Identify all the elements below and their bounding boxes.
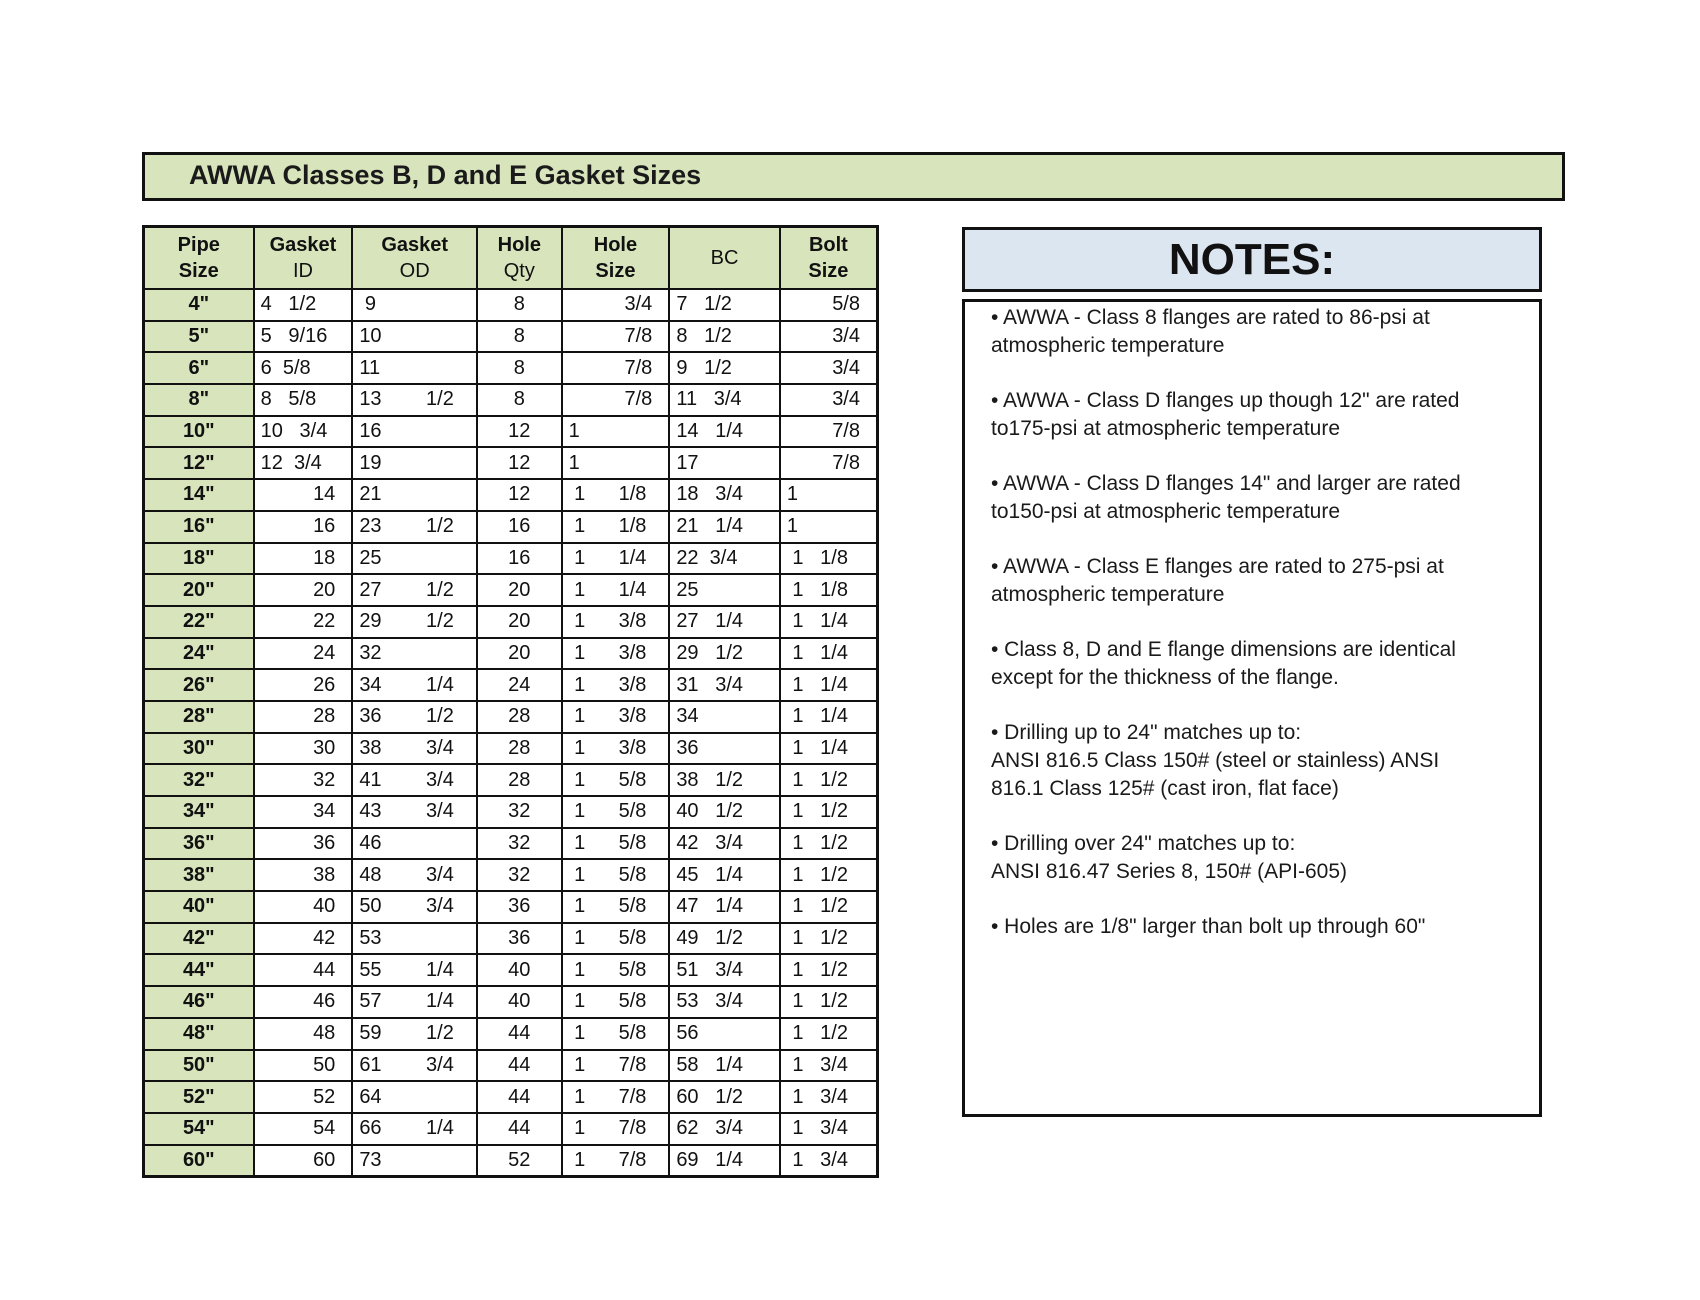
- cell-bolt-size: 1 1/8: [780, 574, 878, 606]
- cell-hole-qty: 20: [477, 574, 562, 606]
- cell-gasket-id: 30: [254, 733, 353, 765]
- cell-bolt-size: 3/4: [780, 384, 878, 416]
- cell-gasket-id: 18: [254, 543, 353, 575]
- cell-gasket-id: 8 5/8: [254, 384, 353, 416]
- cell-gasket-od: 25: [352, 543, 477, 575]
- cell-gasket-id: 14: [254, 479, 353, 511]
- header-bolt-size: Bolt Size: [780, 227, 878, 290]
- cell-gasket-od: 36 1/2: [352, 701, 477, 733]
- cell-bc: 45 1/4: [669, 859, 780, 891]
- cell-hole-size: 1 1/8: [562, 511, 670, 543]
- cell-pipe-size: 26": [144, 669, 254, 701]
- cell-hole-qty: 40: [477, 986, 562, 1018]
- cell-bolt-size: 5/8: [780, 289, 878, 321]
- cell-pipe-size: 8": [144, 384, 254, 416]
- cell-bc: 42 3/4: [669, 828, 780, 860]
- cell-bc: 69 1/4: [669, 1145, 780, 1177]
- cell-hole-size: 1 5/8: [562, 828, 670, 860]
- cell-pipe-size: 28": [144, 701, 254, 733]
- cell-gasket-od: 43 3/4: [352, 796, 477, 828]
- cell-gasket-id: 32: [254, 764, 353, 796]
- cell-gasket-id: 6 5/8: [254, 352, 353, 384]
- cell-bolt-size: 1 3/4: [780, 1050, 878, 1082]
- note-item: • Class 8, D and E flange dimensions are identical except for the thickness of the flange.: [991, 638, 1456, 689]
- notes-header: [962, 227, 1542, 292]
- cell-gasket-id: 10 3/4: [254, 416, 353, 448]
- cell-gasket-id: 52: [254, 1081, 353, 1113]
- cell-gasket-od: 23 1/2: [352, 511, 477, 543]
- cell-bolt-size: 1 1/2: [780, 954, 878, 986]
- cell-gasket-od: 55 1/4: [352, 954, 477, 986]
- cell-gasket-id: 4 1/2: [254, 289, 353, 321]
- cell-hole-qty: 12: [477, 479, 562, 511]
- cell-hole-size: 7/8: [562, 384, 670, 416]
- table-row: [144, 289, 878, 321]
- header-hole-size: Hole Size: [562, 227, 670, 290]
- cell-gasket-id: 28: [254, 701, 353, 733]
- cell-bolt-size: 3/4: [780, 321, 878, 353]
- cell-hole-qty: 44: [477, 1113, 562, 1145]
- table-row: [144, 986, 878, 1018]
- cell-gasket-id: 50: [254, 1050, 353, 1082]
- cell-hole-size: 1 3/8: [562, 638, 670, 670]
- cell-bc: 21 1/4: [669, 511, 780, 543]
- table-row: [144, 1113, 878, 1145]
- page-title: AWWA Classes B, D and E Gasket Sizes: [189, 160, 702, 190]
- cell-hole-size: 1 7/8: [562, 1145, 670, 1177]
- header-pipe-size: Pipe Size: [144, 227, 254, 290]
- table-body: [144, 289, 878, 1177]
- cell-gasket-od: 66 1/4: [352, 1113, 477, 1145]
- table-row: [144, 733, 878, 765]
- cell-bolt-size: 1 1/2: [780, 828, 878, 860]
- cell-gasket-id: 60: [254, 1145, 353, 1177]
- cell-bc: 34: [669, 701, 780, 733]
- notes-list: [965, 304, 1539, 941]
- cell-bolt-size: 1 1/2: [780, 796, 878, 828]
- cell-gasket-id: 36: [254, 828, 353, 860]
- cell-gasket-od: 9: [352, 289, 477, 321]
- table-row: [144, 1081, 878, 1113]
- table-header-row: [144, 227, 878, 290]
- cell-pipe-size: 40": [144, 891, 254, 923]
- cell-pipe-size: 16": [144, 511, 254, 543]
- cell-bolt-size: 1: [780, 511, 878, 543]
- cell-bc: 9 1/2: [669, 352, 780, 384]
- cell-hole-size: 1 5/8: [562, 954, 670, 986]
- cell-hole-size: 7/8: [562, 321, 670, 353]
- cell-bc: 18 3/4: [669, 479, 780, 511]
- cell-gasket-id: 38: [254, 859, 353, 891]
- cell-hole-size: 1: [562, 416, 670, 448]
- cell-pipe-size: 38": [144, 859, 254, 891]
- cell-bolt-size: 1 1/2: [780, 923, 878, 955]
- cell-hole-size: 1 7/8: [562, 1081, 670, 1113]
- table-row: [144, 796, 878, 828]
- cell-hole-size: 7/8: [562, 352, 670, 384]
- cell-hole-qty: 8: [477, 384, 562, 416]
- cell-hole-qty: 32: [477, 859, 562, 891]
- cell-bc: 62 3/4: [669, 1113, 780, 1145]
- header-gasket-id: Gasket ID: [254, 227, 353, 290]
- cell-gasket-id: 54: [254, 1113, 353, 1145]
- table-row: [144, 511, 878, 543]
- cell-pipe-size: 18": [144, 543, 254, 575]
- note-item: • Holes are 1/8" larger than bolt up through 60": [991, 915, 1426, 938]
- cell-bolt-size: 1: [780, 479, 878, 511]
- cell-gasket-od: 64: [352, 1081, 477, 1113]
- table-row: [144, 891, 878, 923]
- table-row: [144, 321, 878, 353]
- title-banner: [142, 152, 1565, 201]
- cell-bolt-size: 1 1/2: [780, 764, 878, 796]
- cell-gasket-id: 12 3/4: [254, 447, 353, 479]
- cell-gasket-od: 53: [352, 923, 477, 955]
- cell-pipe-size: 44": [144, 954, 254, 986]
- cell-pipe-size: 6": [144, 352, 254, 384]
- cell-pipe-size: 50": [144, 1050, 254, 1082]
- cell-bc: 27 1/4: [669, 606, 780, 638]
- cell-hole-size: 1 7/8: [562, 1113, 670, 1145]
- cell-bc: 7 1/2: [669, 289, 780, 321]
- cell-hole-size: 1 3/8: [562, 669, 670, 701]
- cell-hole-qty: 28: [477, 701, 562, 733]
- table-row: [144, 954, 878, 986]
- cell-pipe-size: 30": [144, 733, 254, 765]
- cell-hole-size: 1 5/8: [562, 1018, 670, 1050]
- cell-bolt-size: 7/8: [780, 447, 878, 479]
- cell-gasket-od: 59 1/2: [352, 1018, 477, 1050]
- cell-bc: 51 3/4: [669, 954, 780, 986]
- cell-gasket-id: 46: [254, 986, 353, 1018]
- table-row: [144, 1018, 878, 1050]
- cell-gasket-od: 21: [352, 479, 477, 511]
- cell-bolt-size: 1 1/2: [780, 1018, 878, 1050]
- cell-hole-qty: 28: [477, 764, 562, 796]
- cell-bc: 14 1/4: [669, 416, 780, 448]
- table-row: [144, 384, 878, 416]
- cell-bolt-size: 1 3/4: [780, 1113, 878, 1145]
- cell-pipe-size: 14": [144, 479, 254, 511]
- cell-gasket-id: 40: [254, 891, 353, 923]
- cell-gasket-id: 26: [254, 669, 353, 701]
- cell-gasket-od: 32: [352, 638, 477, 670]
- cell-pipe-size: 4": [144, 289, 254, 321]
- table-row: [144, 606, 878, 638]
- cell-bc: 49 1/2: [669, 923, 780, 955]
- note-item: • AWWA - Class D flanges up though 12" are rated to175-psi at atmospheric temperature: [991, 389, 1460, 440]
- cell-hole-qty: 8: [477, 352, 562, 384]
- table-row: [144, 1050, 878, 1082]
- table-row: [144, 447, 878, 479]
- cell-hole-qty: 44: [477, 1081, 562, 1113]
- cell-gasket-id: 5 9/16: [254, 321, 353, 353]
- cell-hole-size: 1 3/8: [562, 701, 670, 733]
- cell-bolt-size: 7/8: [780, 416, 878, 448]
- cell-gasket-id: 34: [254, 796, 353, 828]
- cell-hole-qty: 16: [477, 511, 562, 543]
- cell-bc: 36: [669, 733, 780, 765]
- cell-gasket-id: 48: [254, 1018, 353, 1050]
- cell-hole-qty: 36: [477, 923, 562, 955]
- table-row: [144, 764, 878, 796]
- table-row: [144, 828, 878, 860]
- cell-pipe-size: 48": [144, 1018, 254, 1050]
- cell-bc: 47 1/4: [669, 891, 780, 923]
- header-hole-qty: Hole Qty: [477, 227, 562, 290]
- table-row: [144, 859, 878, 891]
- cell-pipe-size: 32": [144, 764, 254, 796]
- cell-bolt-size: 1 1/2: [780, 859, 878, 891]
- cell-bolt-size: 1 1/4: [780, 733, 878, 765]
- notes-heading: NOTES:: [1168, 235, 1336, 284]
- cell-pipe-size: 20": [144, 574, 254, 606]
- cell-hole-qty: 24: [477, 669, 562, 701]
- cell-pipe-size: 54": [144, 1113, 254, 1145]
- cell-bc: 56: [669, 1018, 780, 1050]
- cell-bc: 29 1/2: [669, 638, 780, 670]
- header-bc: BC: [669, 227, 780, 290]
- cell-hole-size: 1 7/8: [562, 1050, 670, 1082]
- cell-gasket-od: 48 3/4: [352, 859, 477, 891]
- note-item: • AWWA - Class E flanges are rated to 275-psi at atmospheric temperature: [991, 555, 1444, 606]
- cell-hole-size: 1 5/8: [562, 796, 670, 828]
- cell-hole-qty: 36: [477, 891, 562, 923]
- cell-bolt-size: 1 1/4: [780, 701, 878, 733]
- table-row: [144, 479, 878, 511]
- cell-gasket-id: 42: [254, 923, 353, 955]
- cell-gasket-od: 46: [352, 828, 477, 860]
- cell-hole-size: 1 5/8: [562, 923, 670, 955]
- cell-pipe-size: 22": [144, 606, 254, 638]
- cell-gasket-od: 61 3/4: [352, 1050, 477, 1082]
- cell-bc: 22 3/4: [669, 543, 780, 575]
- cell-pipe-size: 36": [144, 828, 254, 860]
- cell-bolt-size: 1 1/2: [780, 986, 878, 1018]
- cell-pipe-size: 42": [144, 923, 254, 955]
- table-row: [144, 638, 878, 670]
- cell-pipe-size: 52": [144, 1081, 254, 1113]
- cell-gasket-id: 24: [254, 638, 353, 670]
- cell-hole-qty: 12: [477, 447, 562, 479]
- note-item: • Drilling up to 24" matches up to: ANSI 816.5 Class 150# (steel or stainless) ANSI 816.1 Class 125# (cast iron, flat face): [991, 721, 1440, 800]
- note-item: • Drilling over 24" matches up to: ANSI 816.47 Series 8, 150# (API-605): [991, 832, 1348, 883]
- gasket-size-table: [142, 225, 879, 1178]
- cell-gasket-od: 38 3/4: [352, 733, 477, 765]
- cell-hole-size: 1 1/4: [562, 574, 670, 606]
- cell-hole-qty: 8: [477, 321, 562, 353]
- cell-hole-size: 1 1/8: [562, 479, 670, 511]
- cell-gasket-od: 16: [352, 416, 477, 448]
- table-row: [144, 574, 878, 606]
- cell-pipe-size: 34": [144, 796, 254, 828]
- cell-hole-size: 3/4: [562, 289, 670, 321]
- cell-hole-qty: 32: [477, 828, 562, 860]
- cell-bc: 40 1/2: [669, 796, 780, 828]
- table-row: [144, 352, 878, 384]
- cell-gasket-od: 73: [352, 1145, 477, 1177]
- cell-hole-qty: 44: [477, 1050, 562, 1082]
- table-row: [144, 701, 878, 733]
- cell-hole-qty: 12: [477, 416, 562, 448]
- cell-bolt-size: 1 3/4: [780, 1145, 878, 1177]
- notes-panel: [962, 299, 1542, 1117]
- cell-gasket-od: 13 1/2: [352, 384, 477, 416]
- cell-bc: 8 1/2: [669, 321, 780, 353]
- cell-hole-size: 1 5/8: [562, 986, 670, 1018]
- cell-hole-qty: 32: [477, 796, 562, 828]
- table-row: [144, 669, 878, 701]
- cell-gasket-od: 11: [352, 352, 477, 384]
- cell-bc: 31 3/4: [669, 669, 780, 701]
- cell-gasket-od: 27 1/2: [352, 574, 477, 606]
- cell-gasket-od: 50 3/4: [352, 891, 477, 923]
- cell-gasket-od: 19: [352, 447, 477, 479]
- cell-bolt-size: 1 1/4: [780, 606, 878, 638]
- cell-pipe-size: 10": [144, 416, 254, 448]
- cell-hole-qty: 28: [477, 733, 562, 765]
- note-item: • AWWA - Class D flanges 14" and larger are rated to150-psi at atmospheric temperature: [991, 472, 1461, 523]
- cell-bolt-size: 1 1/4: [780, 638, 878, 670]
- table-row: [144, 416, 878, 448]
- cell-gasket-od: 41 3/4: [352, 764, 477, 796]
- cell-pipe-size: 5": [144, 321, 254, 353]
- cell-hole-size: 1 5/8: [562, 891, 670, 923]
- cell-hole-qty: 20: [477, 606, 562, 638]
- cell-gasket-od: 29 1/2: [352, 606, 477, 638]
- cell-hole-size: 1 5/8: [562, 859, 670, 891]
- cell-gasket-od: 57 1/4: [352, 986, 477, 1018]
- cell-gasket-id: 44: [254, 954, 353, 986]
- cell-bc: 53 3/4: [669, 986, 780, 1018]
- cell-gasket-od: 10: [352, 321, 477, 353]
- cell-bc: 58 1/4: [669, 1050, 780, 1082]
- cell-bolt-size: 1 1/2: [780, 891, 878, 923]
- header-gasket-od: Gasket OD: [352, 227, 477, 290]
- cell-gasket-id: 20: [254, 574, 353, 606]
- cell-hole-size: 1 3/8: [562, 733, 670, 765]
- cell-bc: 60 1/2: [669, 1081, 780, 1113]
- cell-bolt-size: 1 3/4: [780, 1081, 878, 1113]
- cell-pipe-size: 46": [144, 986, 254, 1018]
- cell-hole-qty: 8: [477, 289, 562, 321]
- cell-gasket-od: 34 1/4: [352, 669, 477, 701]
- cell-hole-size: 1: [562, 447, 670, 479]
- cell-hole-size: 1 3/8: [562, 606, 670, 638]
- note-item: • AWWA - Class 8 flanges are rated to 86-psi at atmospheric temperature: [991, 306, 1430, 357]
- table-row: [144, 923, 878, 955]
- table-row: [144, 1145, 878, 1177]
- cell-hole-qty: 16: [477, 543, 562, 575]
- cell-bolt-size: 1 1/4: [780, 669, 878, 701]
- cell-bc: 38 1/2: [669, 764, 780, 796]
- cell-hole-qty: 52: [477, 1145, 562, 1177]
- cell-bc: 25: [669, 574, 780, 606]
- cell-hole-qty: 40: [477, 954, 562, 986]
- table-row: [144, 543, 878, 575]
- cell-pipe-size: 12": [144, 447, 254, 479]
- cell-bc: 17: [669, 447, 780, 479]
- cell-hole-size: 1 5/8: [562, 764, 670, 796]
- cell-bc: 11 3/4: [669, 384, 780, 416]
- cell-hole-size: 1 1/4: [562, 543, 670, 575]
- cell-gasket-id: 22: [254, 606, 353, 638]
- cell-bolt-size: 1 1/8: [780, 543, 878, 575]
- cell-bolt-size: 3/4: [780, 352, 878, 384]
- cell-hole-qty: 44: [477, 1018, 562, 1050]
- cell-gasket-id: 16: [254, 511, 353, 543]
- cell-hole-qty: 20: [477, 638, 562, 670]
- cell-pipe-size: 24": [144, 638, 254, 670]
- cell-pipe-size: 60": [144, 1145, 254, 1177]
